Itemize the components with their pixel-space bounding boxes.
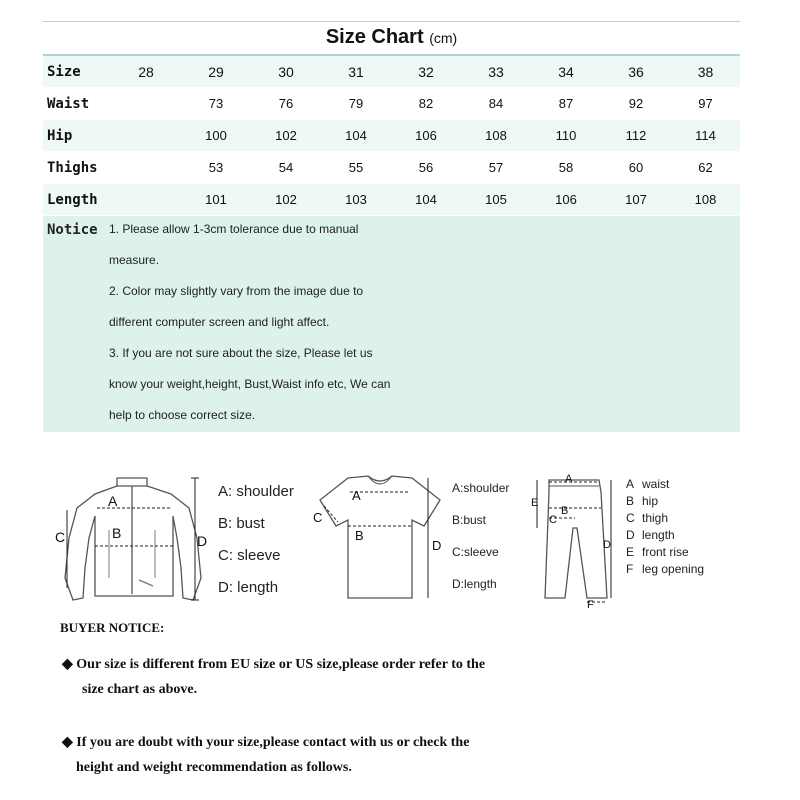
table-cell: 73 [181, 88, 251, 120]
notice-line: 3. If you are not sure about the size, Please let us [109, 346, 373, 360]
row-label: Hip [43, 120, 111, 152]
size-table [43, 56, 740, 216]
legend-letter: D [626, 528, 635, 542]
legend-item: A:shoulder [452, 481, 510, 495]
jacket-label-a: A [108, 493, 118, 509]
table-cell [111, 120, 181, 152]
legend-text: waist [642, 477, 670, 491]
row-label: Waist [43, 88, 111, 120]
table-cell: 102 [251, 184, 321, 216]
size-cell: 31 [321, 56, 391, 88]
table-cell: 79 [321, 88, 391, 120]
row-label: Thighs [43, 152, 111, 184]
notice-box [43, 216, 740, 432]
tshirt-legend [452, 472, 509, 600]
jacket-outline [117, 478, 147, 486]
tshirt-diagram [310, 470, 450, 610]
pants-outline [545, 480, 607, 598]
legend-letter: F [626, 562, 634, 576]
pants-label-d: D [603, 539, 611, 551]
pants-label-b: B [561, 505, 569, 517]
jacket-label-c: C [55, 529, 66, 545]
size-cell: 38 [671, 56, 740, 88]
legend-letter: E [626, 545, 635, 559]
tshirt-label-a: A [352, 488, 361, 503]
buyer-notice-item2-line1: ◆ If you are doubt with your size,please contact with us or check the [62, 735, 470, 750]
size-chart [43, 21, 740, 432]
table-cell: 101 [181, 184, 251, 216]
table-cell: 106 [531, 184, 601, 216]
table-cell: 97 [671, 88, 740, 120]
legend-item [626, 510, 704, 527]
table-cell: 92 [601, 88, 671, 120]
table-cell: 104 [321, 120, 391, 152]
legend-item [626, 561, 704, 578]
buyer-notice-item1-line1: ◆ Our size is different from EU size or US size,please order refer to the [62, 657, 486, 672]
table-cell: 105 [461, 184, 531, 216]
table-row [43, 152, 740, 184]
table-cell: 112 [601, 120, 671, 152]
notice-line: 1. Please allow 1-3cm tolerance due to manual [109, 222, 359, 236]
table-cell: 76 [251, 88, 321, 120]
table-cell: 103 [321, 184, 391, 216]
legend-text: length [642, 528, 675, 542]
table-cell: 54 [251, 152, 321, 184]
size-cell: 28 [111, 56, 181, 88]
notice-line: different computer screen and light affect. [109, 315, 330, 329]
table-row [43, 88, 740, 120]
legend-item: C:sleeve [452, 545, 499, 559]
table-cell: 58 [531, 152, 601, 184]
table-cell: 55 [321, 152, 391, 184]
legend-item: D:length [452, 577, 497, 591]
size-chart-title-bar [43, 21, 740, 56]
table-cell: 87 [531, 88, 601, 120]
table-cell [111, 184, 181, 216]
table-cell: 53 [181, 152, 251, 184]
table-cell: 106 [391, 120, 461, 152]
table-cell: 110 [531, 120, 601, 152]
size-cell: 29 [181, 56, 251, 88]
row-label: Length [43, 184, 111, 216]
pants-diagram [525, 470, 620, 610]
pants-label-f: F [587, 599, 594, 610]
notice-line: 2. Color may slightly vary from the image due to [109, 284, 364, 298]
size-cell: 36 [601, 56, 671, 88]
table-cell: 62 [671, 152, 740, 184]
legend-item: B: bust [218, 515, 265, 532]
notice-line: know your weight,height, Bust,Waist info etc, We can [109, 377, 391, 391]
table-cell: 57 [461, 152, 531, 184]
legend-text: front rise [642, 545, 689, 559]
table-cell: 100 [181, 120, 251, 152]
table-cell: 60 [601, 152, 671, 184]
size-cell: 32 [391, 56, 461, 88]
jacket-legend [218, 476, 294, 604]
notice-line: help to choose correct size. [109, 408, 256, 422]
tshirt-label-b: B [355, 528, 364, 543]
jacket-label-d: D [197, 533, 208, 549]
legend-item [626, 493, 704, 510]
size-cell: 34 [531, 56, 601, 88]
pants-label-c: C [549, 514, 557, 526]
table-row [43, 184, 740, 216]
table-row [43, 120, 740, 152]
legend-text: leg opening [642, 562, 705, 576]
legend-item: C: sleeve [218, 547, 281, 564]
table-cell [111, 88, 181, 120]
table-cell: 82 [391, 88, 461, 120]
row-label: Size [43, 56, 111, 88]
legend-letter: C [626, 511, 635, 525]
size-header-row [43, 56, 740, 88]
legend-item [626, 527, 704, 544]
notice-label: Notice [47, 222, 98, 238]
table-cell: 104 [391, 184, 461, 216]
tshirt-label-c: C [313, 510, 323, 525]
legend-letter: A [626, 477, 635, 491]
jacket-label-b: B [112, 525, 122, 541]
tshirt-outline [320, 476, 440, 598]
legend-item: B:bust [452, 513, 487, 527]
legend-text: thigh [642, 511, 669, 525]
size-cell: 30 [251, 56, 321, 88]
notice-line: measure. [109, 253, 160, 267]
table-cell: 56 [391, 152, 461, 184]
legend-item [626, 544, 704, 561]
table-cell: 108 [461, 120, 531, 152]
pants-label-a: A [565, 473, 573, 485]
buyer-notice-item2-line2: height and weight recommendation as follows. [76, 760, 352, 775]
table-cell: 102 [251, 120, 321, 152]
legend-text: hip [642, 494, 659, 508]
legend-letter: B [626, 494, 635, 508]
buyer-notice-item1-line2: size chart as above. [82, 682, 198, 697]
table-cell [111, 152, 181, 184]
pants-legend [626, 476, 704, 578]
size-chart-title: Size Chart (cm) [325, 26, 458, 48]
size-cell: 33 [461, 56, 531, 88]
size-chart-unit: (cm) [429, 30, 458, 46]
table-cell: 114 [671, 120, 740, 152]
table-cell: 108 [671, 184, 740, 216]
legend-item: D: length [218, 579, 279, 596]
table-cell: 107 [601, 184, 671, 216]
legend-item [626, 476, 704, 493]
tshirt-label-d: D [432, 538, 442, 553]
table-cell: 84 [461, 88, 531, 120]
legend-item: A: shoulder [218, 483, 294, 500]
buyer-notice-heading: BUYER NOTICE: [60, 620, 165, 635]
pants-label-e: E [531, 497, 539, 509]
jacket-diagram [55, 468, 215, 608]
